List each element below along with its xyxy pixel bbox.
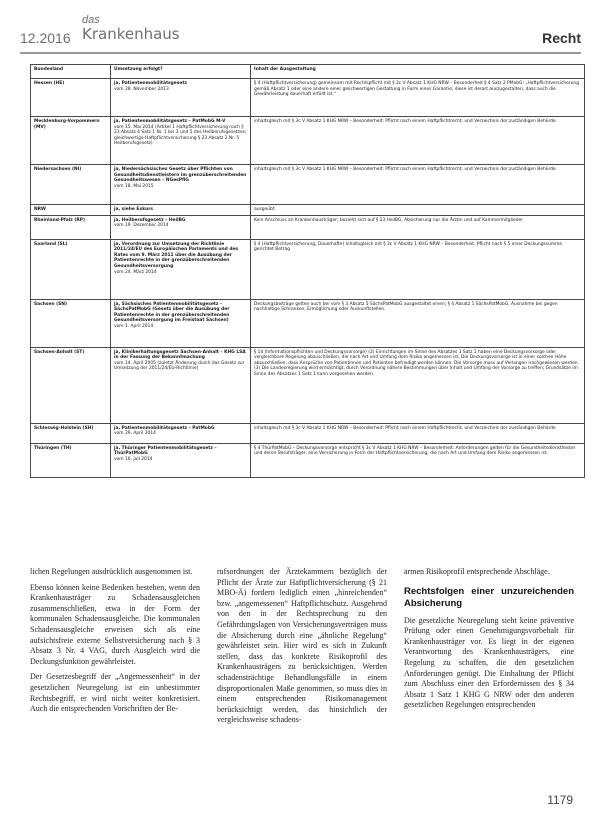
row-content: § 4 (Haftpflichtversicherung, Dauerhafte) inhaltsgleich mit § 3c V Absatz 1 KHG NRW – Besonderheit: Pflicht nach § 5 einer Deckungssumme gerichtet Betrag [251,239,585,299]
row-law-title: ja, Patientenmobilitätsgesetz [114,81,188,86]
row-content: inhaltsgleich mit § 3c V Absatz 1 KHG NRW – Besonderheit: Pflicht nach einem Haftpflichtrecht, und Verzeichnis der zuständigen Behörde [251,165,585,205]
row-law-title: ja, Verordnung zur Umsetzung der Richtlinie 2011/24/EU des Europäischen Parlaments und des Rates vom 9. März 2011 über die Ausübung der Patientenrechte in der grenzüberschreitenden Gesundheitsversorgung [114,241,239,269]
row-law-body: vom 28. November 2013 [114,86,169,92]
row-law-body: vom 18. Mai 2015 [114,183,154,189]
row-content: § 14 (Informationspflichten und Deckungsvorsorge) (2) Einrichtungen im Sinne des Absatzes 1 Satz 1 haben eine Deckungsvorsorge oder vergleichbare Regelung abzuschließen, die nach Art und Umfang dem Risiko angemessen ist. Die Deckungsvorsorge ist in einer solchen Höhe abzuschließen, dass Ansprüche von Patientinnen und Patienten befriedigt werden können. Die Vorsorge muss auf Verlangen nachgewiesen werden. (3) Die Landesregierung wird ermächtigt, durch Verordnung nähere Bestimmungen über Inhalt und Umfang der Vorsorge zu treffen; Grundsätze im Sinne des Absatzes 1 Satz 1 kann vorgesehen werden. [251,347,585,423]
row-law-body: vom 1. April 2014 [114,323,154,329]
row-law-body: vom 24. März 2014 [114,269,157,275]
row-law-title: ja, Patientenmobilitätsgesetz – PatMobG [114,425,215,431]
row-land: Saarland (SL) [31,239,111,299]
header-bundesland: Bundesland [31,65,111,79]
row-law-body: vom 19. Dezember 2014 [114,223,169,229]
row-land: Sachsen (SN) [31,299,111,347]
row-content: ausgeübt [251,205,585,216]
row-law-body: vom 29. April 2014 [114,431,156,437]
text-column-1 [30,567,200,720]
row-land: Thüringen (TH) [31,443,111,477]
row-law [111,117,251,165]
row-law [111,299,251,347]
row-law [111,423,251,443]
paragraph: Die gesetzliche Neuregelung sieht keine präventive Prüfung oder einen Genehmigungsvorbehalt für Krankenhausträger vor. Es liegt in der eigenen Verantwortung des Krankenhausträgers, eine Regelung zu schaffen, die den gesetzlichen Anforderungen genügt. Die Einhaltung der Pflicht zum Abschluss einer den Erfordernissen des § 34 Absatz 1 Satz 1 KHG G NRW oder den anderen gesetzlichen Regelungen entsprechenden [404,615,574,710]
row-law-title: ja, Thüringer Patientenmobilitätsgesetz – ThürPatMobG [114,445,217,457]
table-row [31,215,585,239]
row-content: Deckungsbeiträge gelten auch bei vom § 3 Absatz 5 SächsPatMobG ausgestaltet einen; § 4 Absatz 1 SächsPatMobG, Ausnahme bei gegen nachhaltige Schranken, Ermöglichung oder Auskunftstellen. [251,299,585,347]
row-law-title: ja, Patientenmobilitätsgesetz – PatMobG M-V [114,119,226,124]
row-law [111,443,251,477]
page-header [0,0,601,62]
paragraph: lichen Regelungen ausdrücklich ausgenommen ist. [30,567,193,576]
issue-date: 12.2016 [20,30,71,46]
row-content: § 4 (Haftpflichtversicherung) gemeinsam mit Rechtspflicht mit § 3c V Absatz 1 KHG NRW – Besonderheit § 4 Satz 2 PMobG: „Haftpflichtversicherung gemäß Absatz 1 oder eine andere einer gleichwertigen Gestaltung in Form eines Garantie; diese ist derart auszugestalten, dass auch die Gewährleistung dauerhaft erfüllt ist.“ [251,79,585,117]
row-law [111,239,251,299]
journal-logo [80,14,180,50]
article-body [30,567,584,793]
row-law [111,205,251,216]
subsection-heading: Rechtsfolgen einer unzureichenden Absicherung [404,585,574,609]
legislation-table [30,64,585,478]
row-content: Kein Anschluss an Krankenhausträger; bezieht sich auf § 23 HeilBG, Absicherung nur die Ärztin und auf Kammermitglieder [251,215,585,239]
page-number: 1179 [547,793,573,807]
row-law-title: ja, Sächsisches Patientenmobilitätsgesetz – SächsPatMobG (Gesetz über die Ausübung der Patientenrechte in der grenzüberschreitenden Gesundheitsversorgung im Freistaat Sachsen) [114,301,230,324]
table-header-row [31,65,585,79]
section-title: Recht [542,30,581,46]
row-land: Mecklenburg-Vorpommern (MV) [31,117,111,165]
row-land: NRW [31,205,111,216]
row-land: Rheinland-Pfalz (RP) [31,215,111,239]
paragraph: Der Gesetzesbegriff der „Angemessenheit“ in der gesetzlichen Neuregelung ist ein unbestimmter Rechtsbegriff, er wird nicht weiter konkretisiert. Auch die entsprechenden Vorschriften der Be- [30,672,200,714]
row-content: inhaltsgleich mit § 3c V Absatz 1 KHG NRW – Besonderheit: Pflicht nach einem Haftpflichtrecht, und Verzeichnis der zuständigen Behörde [251,117,585,165]
table-row [31,299,585,347]
row-law [111,79,251,117]
row-law [111,215,251,239]
row-land: Niedersachsen (NI) [31,165,111,205]
paragraph: Ebenso können keine Bedenken bestehen, wenn den Krankenhausträger zu Schadensausgleichen zusammenschließen, etwa in der Form der kommunalen Schadensausgleiche. Die kommunalen Schadensausgleiche erweisen sich als eine aufsichtsfreie externe Selbstversicherung nach § 3 Absatz 3 Nr. 4 VAG, durch Ausgleich wird die Deckungsfunktion gewährleistet. [30,582,200,666]
text-column-2 [217,567,387,731]
row-law [111,347,251,423]
header-umsetzung: Umsetzung erfolgt? [111,65,251,79]
paragraph: armen Risikoprofil entsprechende Abschläge. [404,567,550,576]
row-law-title: ja, siehe Exkurs [114,207,154,212]
row-content: § 4 ThürPatMobG – Deckungsvorsorge entspricht § 3c V Absatz 1 KHG NRW – Besonderheit: Anforderungen gelten für die Gesundheitsdienstleister und deren Berufsträger, eine Versicherung in Form der Haftpflichtversicherung, die nach Art und Umfang dem Risiko angemessen ist. [251,443,585,477]
row-law-body: vom 14. April 2005 (zuletzt Änderung durch das Gesetz zur Umsetzung der 2011/24/EU-Richtlinie) [114,360,245,372]
journal-logo-small: das [82,14,100,26]
header-rule [20,52,581,54]
row-law-title: ja, Heilberufsgesetz – HeilBG [114,217,186,223]
row-law [111,165,251,205]
table-row [31,117,585,165]
table-row [31,443,585,477]
table-row [31,347,585,423]
table-row [31,165,585,205]
row-land: Schleswig-Holstein (SH) [31,423,111,443]
row-land: Hessen (HE) [31,79,111,117]
text-column-3 [404,567,574,716]
row-land: Sachsen-Anhalt (ST) [31,347,111,423]
header-inhalt: Inhalt der Ausgestaltung [251,65,585,79]
table-row [31,423,585,443]
table-row [31,79,585,117]
row-law-body: vom 16. Juli 2014 [114,456,153,462]
table-row [31,205,585,216]
paragraph: rufsordnungen der Ärztekammern bezüglich der Pflicht der Ärzte zur Haftpflichtversicherung (§ 21 MBO-Ä) fordern lediglich einen „hinreichenden“ bzw. „angemessenen“ Haftpflichtschutz. Ausgehend von den in der Rechtsprechung zu den Gefährdungslagen von Versicherungsverträgen muss die Absicherung durch eine „ähnliche Regelung“ gewährleistet sein. Hier wird es sich in Zukunft stellen, dass das konkrete Risikoprofil des Krankenhausträgers zu berücksichtigen. Werden schadensträchtige Behandlungsfälle in einem disproportionalen Maße genommen, so muss dies in einem entsprechenden Risikomanagement berücksichtigt werden, das hinsichtlich der vergleichsweise schadens- [217,567,387,725]
row-law-title: ja, Klinikerhaltungsgesetz Sachsen-Anhalt – KHG LSA in der Fassung der Bekanntmachung [114,349,246,361]
table-row [31,239,585,299]
row-content: inhaltsgleich mit § 3c V Absatz 1 KHG NRW – Besonderheit: Pflicht nach einem Haftpflichtrecht, und Verzeichnis der zuständigen Behörde [251,423,585,443]
row-law-body: vom 15. Mai 2014 (Artikel 1 Haftpflichtversicherung nach § 23 Absatz 4 Satz 1 Nr. 1 bis 3 und 5 des Heilberufsgesetzes; gleichwertige Haftpflichtversicherung § 23 Absatz 2 Nr. 5 Heilberufsgesetz) [114,124,247,147]
journal-logo-name: Krankenhaus [82,25,180,43]
row-law-title: ja, Niedersächsisches Gesetz über Pflichten von Gesundheitsdienstleistern im grenzüberschreitenden Gesundheitswesen – NGesPflG [114,167,247,184]
